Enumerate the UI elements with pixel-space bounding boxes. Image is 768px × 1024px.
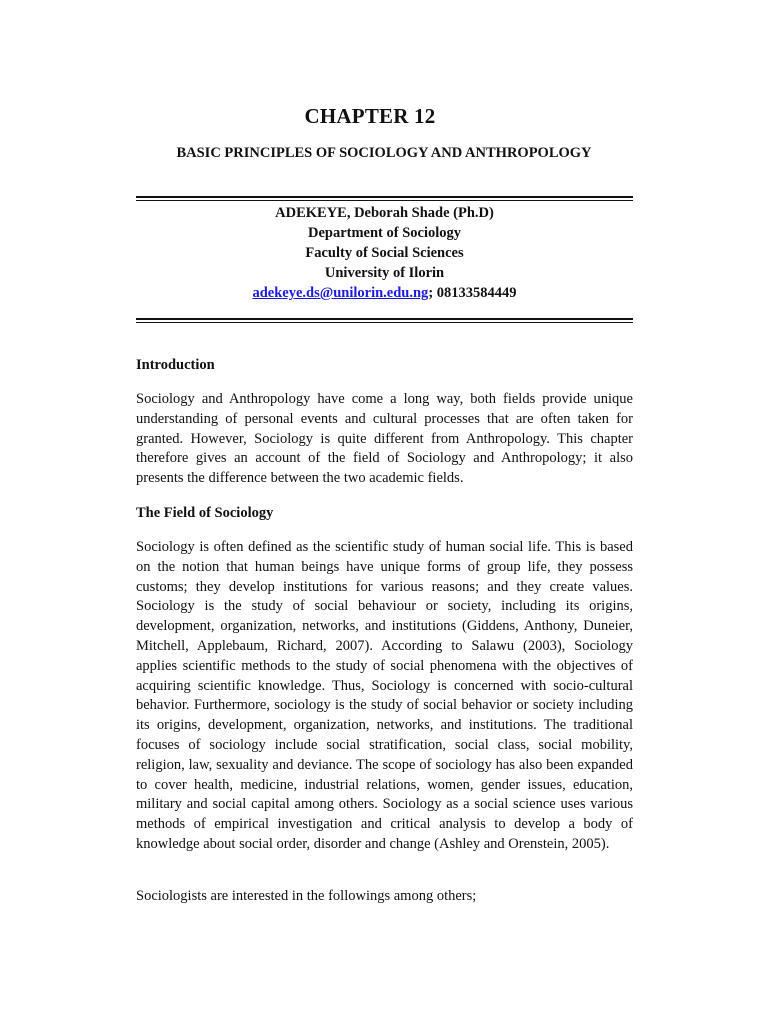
author-department: Department of Sociology	[307, 225, 462, 241]
field-of-sociology-heading: The Field of Sociology	[136, 505, 274, 521]
author-block	[136, 203, 633, 303]
author-name: ADEKEYE, Deborah Shade (Ph.D)	[275, 205, 494, 221]
chapter-number: CHAPTER 12	[304, 104, 436, 128]
field-of-sociology-paragraph	[136, 538, 633, 855]
introduction-paragraph	[136, 390, 633, 489]
top-double-rule	[136, 196, 633, 201]
introduction-text: Sociology and Anthropology have come a long way, both fields provide unique understanding of personal events and cultural processes that are often taken for granted. However, Sociology is quite different from Anthropology. This chapter therefore gives an account of the field of Sociology and Anthropology; it also presents the difference between the two academic fields.	[136, 391, 633, 487]
introduction-heading: Introduction	[136, 357, 215, 373]
author-phone: ; 08133584449	[428, 285, 517, 301]
author-email-link[interactable]: adekeye.ds@unilorin.edu.ng	[252, 285, 429, 301]
author-university: University of Ilorin	[324, 265, 445, 281]
bottom-double-rule	[136, 318, 633, 323]
chapter-title: BASIC PRINCIPLES OF SOCIOLOGY AND ANTHROPOLOGY	[176, 145, 592, 161]
author-contact	[136, 283, 633, 303]
sociologists-interest-text: Sociologists are interested in the followings among others;	[136, 888, 477, 904]
field-of-sociology-text: Sociology is often defined as the scientific study of human social life. This is based on the notion that human beings have unique forms of group life, they possess customs; they develop institutions for various reasons; and they create values. Sociology is the study of social behaviour or society, including its origins, development, organization, networks, and institutions (Giddens, Anthony, Duneier, Mitchell, Applebaum, Richard, 2007). According to Salawu (2003), Sociology applies scientific methods to the study of social phenomena with the objectives of acquiring scientific knowledge. Thus, Sociology is concerned with socio-cultural behavior. Furthermore, sociology is the study of social behavior or society including its origins, development, organization, networks, and institutions. The traditional focuses of sociology include social stratification, social class, social mobility, religion, law, sexuality and deviance. The scope of sociology has also been expanded to cover health, medicine, industrial relations, women, gender issues, education, military and social capital among others. Sociology as a social science uses various methods of empirical investigation and critical analysis to develop a body of knowledge about social order, disorder and change (Ashley and Orenstein, 2005).	[136, 539, 633, 852]
sociologists-interest-line	[136, 887, 633, 907]
author-faculty: Faculty of Social Sciences	[305, 245, 464, 261]
